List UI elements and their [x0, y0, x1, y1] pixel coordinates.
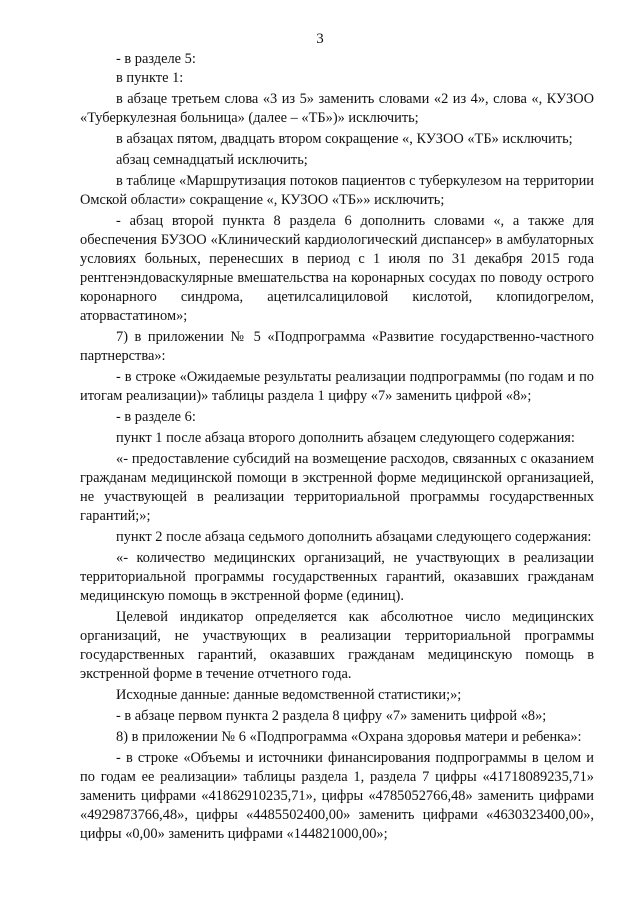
document-body: [80, 50, 594, 844]
paragraph: пункт 2 после абзаца седьмого дополнить абзацами следующего содержания:: [116, 529, 592, 545]
paragraph: «- количество медицинских организаций, не участвующих в реализации территориальной программы государственных гарантий, оказавших гражданам медицинскую помощь в экстренной форме (единиц).: [80, 550, 594, 604]
paragraph: - абзац второй пункта 8 раздела 6 дополнить словами «, а также для обеспечения БУЗОО «Клинический кардиологический диспансер» в амбулаторных условиях больных, перенесших в период с 1 июля по 31 декабря 2015 года рентгенэндоваскулярные вмешательства на коронарных сосудах по поводу острого коронарного синдрома, ацетилсалициловой кислотой, клопидогрелом, аторвастатином»;: [80, 213, 594, 324]
paragraph: в пункте 1:: [116, 70, 184, 86]
paragraph: в абзацах пятом, двадцать втором сокращение «, КУЗОО «ТБ» исключить;: [116, 131, 573, 147]
paragraph: абзац семнадцатый исключить;: [116, 152, 308, 168]
paragraph: - в строке «Объемы и источники финансирования подпрограммы в целом и по годам ее реализации» таблицы раздела 1, раздела 7 цифры «41718089235,71» заменить цифрами «41862910235,71», цифры «4785052766,48» заменить цифрами «4929873766,48», цифры «4485502400,00» заменить цифрами «4630323400,00», цифры «0,00» заменить цифрами «144821000,00»;: [80, 750, 594, 842]
paragraph: - в строке «Ожидаемые результаты реализации подпрограммы (по годам и по итогам реализации)» таблицы раздела 1 цифру «7» заменить цифрой «8»;: [80, 369, 594, 404]
paragraph: «- предоставление субсидий на возмещение расходов, связанных с оказанием гражданам медицинской помощи в экстренной форме медицинской организацией, не участвующей в реализации территориальной программы государственных гарантий;»;: [80, 451, 594, 524]
paragraph: 8) в приложении № 6 «Подпрограмма «Охрана здоровья матери и ребенка»:: [116, 729, 582, 745]
paragraph: Целевой индикатор определяется как абсолютное число медицинских организаций, не участвующих в реализации территориальной программы государственных гарантий, оказавших гражданам медицинскую помощь в экстренной форме в течение отчетного года.: [80, 609, 594, 682]
page-number: 3: [316, 31, 324, 47]
paragraph: пункт 1 после абзаца второго дополнить абзацем следующего содержания:: [116, 430, 575, 446]
paragraph: - в абзаце первом пункта 2 раздела 8 цифру «7» заменить цифрой «8»;: [116, 708, 547, 724]
paragraph: - в разделе 6:: [116, 409, 196, 425]
paragraph: в абзаце третьем слова «3 из 5» заменить словами «2 из 4», слова «, КУЗОО «Туберкулезная больница» (далее – «ТБ»)» исключить;: [80, 91, 594, 126]
paragraph: Исходные данные: данные ведомственной статистики;»;: [116, 687, 462, 703]
paragraph: 7) в приложении № 5 «Подпрограмма «Развитие государственно-частного партнерства»:: [80, 329, 594, 364]
paragraph: - в разделе 5:: [116, 51, 196, 67]
paragraph: в таблице «Маршрутизация потоков пациентов с туберкулезом на территории Омской области» сокращение «, КУЗОО «ТБ»» исключить;: [80, 173, 594, 208]
